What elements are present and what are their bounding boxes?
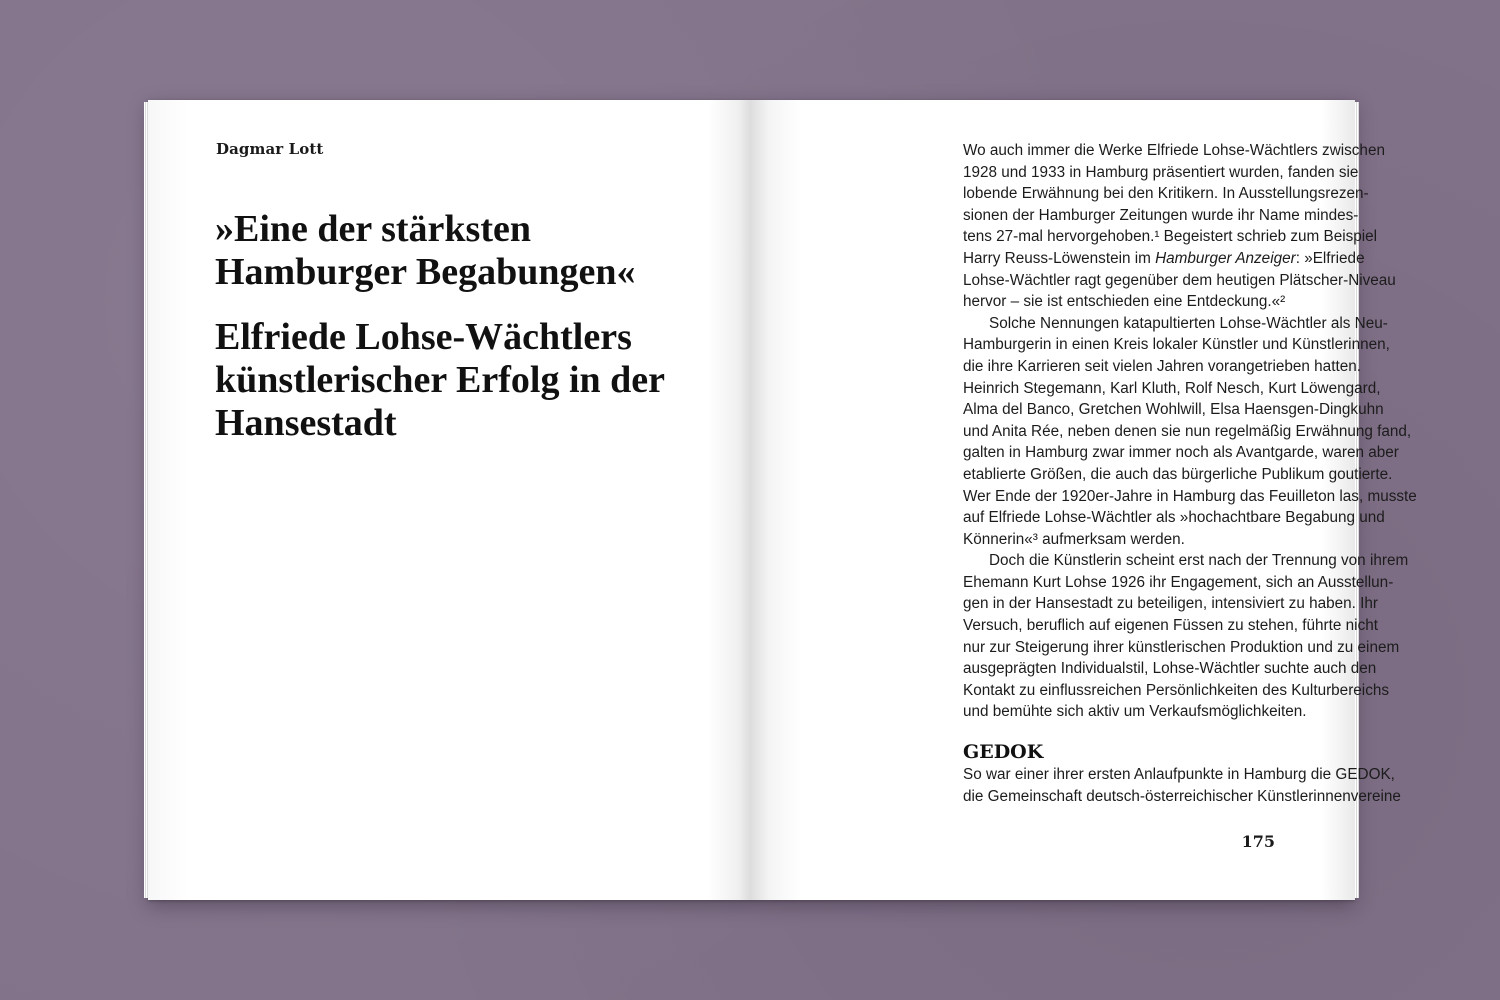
paragraph-2 xyxy=(963,313,1438,551)
text-line: Wer Ende der 1920er-Jahre in Hamburg das Feuilleton las, musste xyxy=(963,487,1417,505)
text-line: nur zur Steigerung ihrer künstlerischen Produktion und zu einem xyxy=(963,638,1400,656)
text-line: ausgeprägten Individualstil, Lohse-Wächtler suchte auch den xyxy=(963,660,1377,678)
text-line: Lohse-Wächtler ragt gegenüber dem heutigen Plätscher-Niveau xyxy=(963,271,1396,289)
text-line: auf Elfriede Lohse-Wächtler als »hochachtbare Begabung und xyxy=(963,509,1385,527)
text-line: Kontakt zu einflussreichen Persönlichkeiten des Kulturbereichs xyxy=(963,681,1389,699)
text-line: Heinrich Stegemann, Karl Kluth, Rolf Nesch, Kurt Löwengard, xyxy=(963,379,1381,397)
text-line: 1928 und 1933 in Hamburg präsentiert wurden, fanden sie xyxy=(963,163,1359,181)
text-line: lobende Erwähnung bei den Kritikern. In Ausstellungsrezen- xyxy=(963,185,1369,203)
chapter-subtitle-line: künstlerischer Erfolg in der xyxy=(215,359,666,401)
right-page xyxy=(751,100,1417,900)
open-book xyxy=(148,100,1417,900)
text-line: hervor – sie ist entschieden eine Entdeckung.«² xyxy=(963,293,1286,311)
chapter-title-line: »Eine der stärksten xyxy=(215,208,531,250)
text-line-mixed xyxy=(963,248,1438,270)
text-line: Solche Nennungen katapultierten Lohse-Wächtler als Neu- xyxy=(989,314,1388,332)
text-line: Wo auch immer die Werke Elfriede Lohse-Wächtlers zwischen xyxy=(963,142,1385,159)
page-number: 175 xyxy=(1241,832,1275,851)
text-segment: Harry Reuss-Löwenstein im xyxy=(963,249,1156,267)
text-line: gen in der Hansestadt zu beteiligen, intensiviert zu haben. Ihr xyxy=(963,595,1378,613)
paragraph-3 xyxy=(963,550,1438,723)
text-line: und Anita Rée, neben denen sie nun regelmäßig Erwähnung fand, xyxy=(963,422,1412,440)
chapter-subtitle-line: Hansestadt xyxy=(215,402,397,444)
section-heading: GEDOK xyxy=(963,741,1044,764)
running-head-author: Dagmar Lott xyxy=(216,140,324,158)
text-line: sionen der Hamburger Zeitungen wurde ihr Name mindes- xyxy=(963,206,1359,224)
chapter-title-block xyxy=(215,208,715,445)
text-line: Doch die Künstlerin scheint erst nach der Trennung von ihrem xyxy=(989,552,1409,570)
newspaper-title: Hamburger Anzeiger xyxy=(1155,249,1296,267)
chapter-subtitle-line: Elfriede Lohse-Wächtlers xyxy=(215,316,632,358)
text-line: und bemühte sich aktiv um Verkaufsmöglichkeiten. xyxy=(963,703,1307,721)
body-text xyxy=(963,140,1438,807)
text-line: die ihre Karrieren seit vielen Jahren vorangetrieben hatten. xyxy=(963,357,1361,375)
paragraph-4 xyxy=(963,764,1438,807)
text-line: So war einer ihrer ersten Anlaufpunkte in Hamburg die GEDOK, xyxy=(963,766,1395,784)
text-line: Könnerin«³ aufmerksam werden. xyxy=(963,530,1185,548)
text-line: die Gemeinschaft deutsch-österreichischer Künstlerinnenvereine xyxy=(963,787,1401,805)
chapter-title-line: Hamburger Begabungen« xyxy=(215,251,636,293)
paragraph-1 xyxy=(963,140,1438,313)
text-line: galten in Hamburg zwar immer noch als Avantgarde, waren aber xyxy=(963,444,1399,462)
text-line: tens 27-mal hervorgehoben.¹ Begeistert schrieb zum Beispiel xyxy=(963,228,1378,246)
text-segment: : »Elfriede xyxy=(1295,249,1365,267)
left-page xyxy=(148,100,751,900)
text-line: Hamburgerin in einen Kreis lokaler Künstler und Künstlerinnen, xyxy=(963,336,1390,354)
text-line: Versuch, beruflich auf eigenen Füssen zu stehen, führte nicht xyxy=(963,617,1378,635)
text-line: etablierte Größen, die auch das bürgerliche Publikum goutierte. xyxy=(963,465,1393,483)
text-line: Alma del Banco, Gretchen Wohlwill, Elsa Haensgen-Dingkuhn xyxy=(963,401,1384,419)
text-line: Ehemann Kurt Lohse 1926 ihr Engagement, sich an Ausstellun- xyxy=(963,573,1394,591)
